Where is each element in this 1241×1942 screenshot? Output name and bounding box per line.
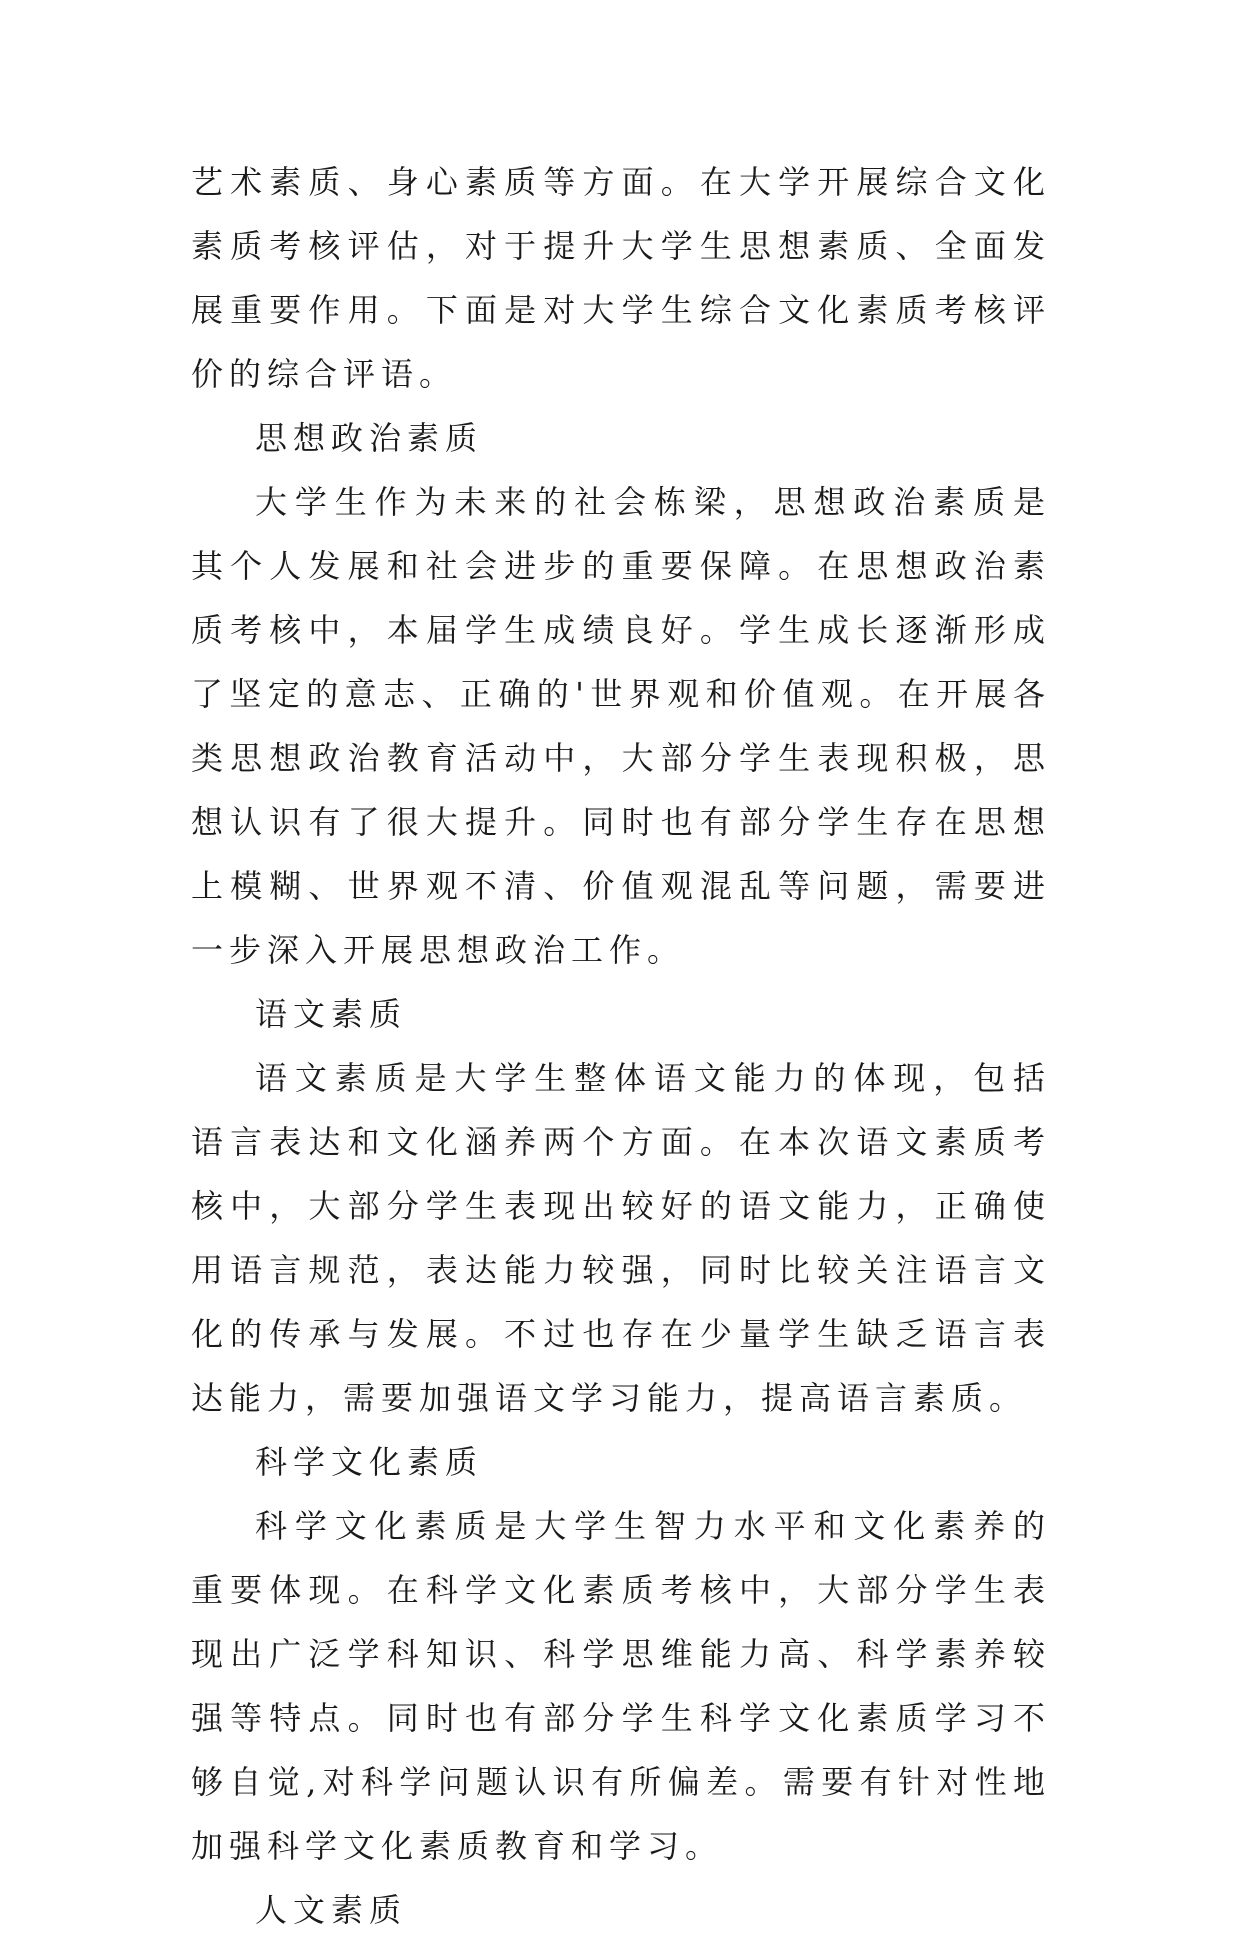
section-heading-science: 科学文化素质 (255, 1443, 484, 1481)
section-heading-ideology: 思想政治素质 (255, 419, 484, 457)
section-heading-chinese: 语文素质 (255, 995, 408, 1033)
science-paragraph: 科学文化素质是大学生智力水平和文化素养的重要体现。在科学文化素质考核中，大部分学生表现出广泛学科知识、科学思维能力高、科学素养较强等特点。同时也有部分学生科学文化素质学习不够自觉,对科学问题认识有所偏差。需要有针对性地加强科学文化素质教育和学习。 (191, 1507, 1051, 1865)
ideology-paragraph: 大学生作为未来的社会栋梁，思想政治素质是其个人发展和社会进步的重要保障。在思想政治素质考核中，本届学生成绩良好。学生成长逐渐形成了坚定的意志、正确的'世界观和价值观。在开展各类思想政治教育活动中，大部分学生表现积极，思想认识有了很大提升。同时也有部分学生存在思想上模糊、世界观不清、价值观混乱等问题，需要进一步深入开展思想政治工作。 (191, 483, 1051, 969)
document-body (191, 150, 1051, 1942)
section-heading-humanities: 人文素质 (255, 1891, 408, 1929)
intro-paragraph: 艺术素质、身心素质等方面。在大学开展综合文化素质考核评估，对于提升大学生思想素质、全面发展重要作用。下面是对大学生综合文化素质考核评价的综合评语。 (191, 163, 1051, 393)
chinese-paragraph: 语文素质是大学生整体语文能力的体现，包括语言表达和文化涵养两个方面。在本次语文素质考核中，大部分学生表现出较好的语文能力，正确使用语言规范，表达能力较强，同时比较关注语言文化的传承与发展。不过也存在少量学生缺乏语言表达能力，需要加强语文学习能力，提高语言素质。 (191, 1059, 1051, 1417)
